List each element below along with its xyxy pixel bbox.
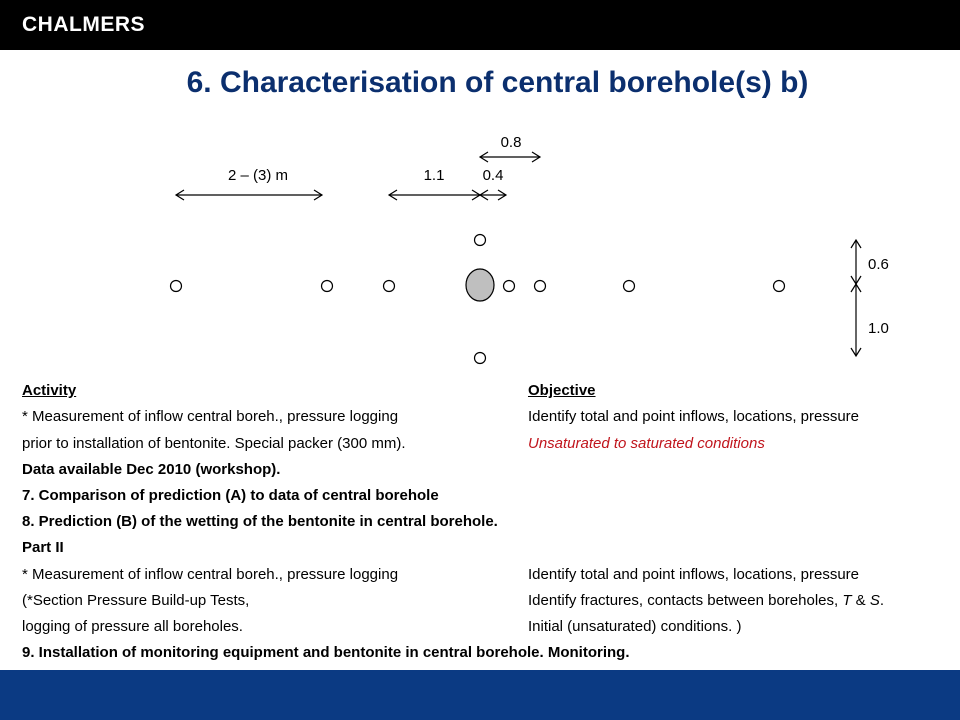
borehole-circle (384, 281, 395, 292)
label-outer-spacing: 2 – (3) m (227, 167, 289, 184)
borehole-circle (624, 281, 635, 292)
borehole-circle (504, 281, 515, 292)
borehole-circle (475, 353, 486, 364)
borehole-circle (322, 281, 333, 292)
footer-bar (0, 670, 960, 720)
activity-text: prior to installation of bentonite. Special packer (300 mm). (22, 435, 406, 452)
activity-text: * Measurement of inflow central boreh., pressure logging (22, 408, 399, 425)
table-row (22, 614, 742, 640)
label-vertical-lower: 1.0 (868, 320, 889, 337)
activity-text: logging of pressure all boreholes. (22, 618, 243, 635)
borehole-circle (535, 281, 546, 292)
table-row (22, 483, 439, 509)
table-row (22, 588, 885, 614)
label-vertical-upper: 0.6 (868, 256, 889, 273)
activity-header: Activity (22, 382, 77, 399)
activity-text: 7. Comparison of prediction (A) to data of central borehole (22, 487, 439, 504)
activity-text: Data available Dec 2010 (workshop). (22, 461, 281, 478)
label-mid-spacing: 1.1 (423, 167, 445, 184)
objective-header: Objective (528, 382, 596, 399)
table-row (22, 457, 280, 483)
objective-text: Identify total and point inflows, locations, pressure (528, 408, 860, 425)
objective-text: Identify fractures, contacts between boreholes, T & S. (528, 592, 885, 609)
table-row (22, 562, 860, 588)
label-top-spacing: 0.8 (500, 134, 522, 151)
table-row (22, 431, 765, 457)
central-borehole (466, 269, 494, 301)
label-inner-spacing: 0.4 (482, 167, 504, 184)
activity-text: * Measurement of inflow central boreh., pressure logging (22, 566, 399, 583)
borehole-circle (171, 281, 182, 292)
chalmers-logo: CHALMERS (22, 13, 145, 36)
objective-text-highlight: Unsaturated to saturated conditions (528, 435, 765, 452)
table-row (22, 404, 860, 430)
objective-text: Identify total and point inflows, locations, pressure (528, 566, 860, 583)
table-row (22, 535, 64, 561)
activity-text: (*Section Pressure Build-up Tests, (22, 592, 250, 609)
activity-header-row (22, 378, 596, 404)
activity-text: 9. Installation of monitoring equipment and bentonite in central borehole. Monitoring. (22, 644, 630, 661)
borehole-circle (475, 235, 486, 246)
activity-text: 8. Prediction (B) of the wetting of the bentonite in central borehole. (22, 513, 498, 530)
borehole-circle (774, 281, 785, 292)
table-row (22, 640, 630, 666)
table-row (22, 509, 498, 535)
activity-text: Part II (22, 539, 64, 556)
slide-title: 6. Characterisation of central borehole(s) b) (186, 66, 809, 99)
objective-text: Initial (unsaturated) conditions. ) (528, 618, 742, 635)
